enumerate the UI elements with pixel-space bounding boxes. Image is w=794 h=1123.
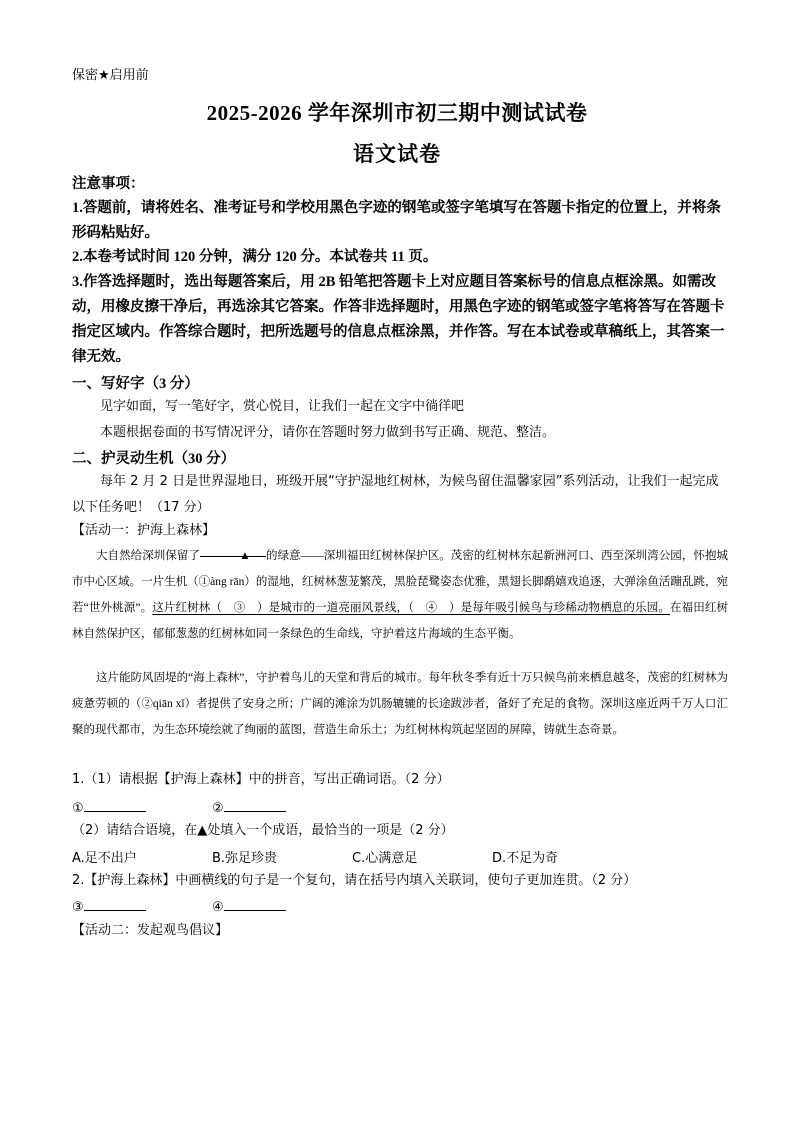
underlined-sentence: 这片红树林（ ③ ）是城市的一道亮丽风景线，（ ④ ）是每年吸引候鸟与珍稀动物栖息的乐园。	[152, 602, 670, 614]
passage-paragraph-1	[72, 543, 728, 647]
notice-item-3: 3.作答选择题时，选出每题答案后，用 2B 铅笔把答题卡上对应题目答案标号的信息点框涂黑。如需改动，用橡皮擦干净后，再选涂其它答案。作答非选择题时，用黑色字迹的钢笔或签字笔将答写在答题卡指定区域内。作答综合题时，把所选题号的信息点框涂黑，并作答。写在本试卷或草稿纸上，其答案一律无效。	[72, 274, 725, 365]
section1-heading: 一、写好字（3 分）	[72, 376, 199, 392]
question-2: 2.【护海上森林】中画横线的句子是一个复句，请在括号内填入关联词，使句子更加连贯。（2 分）	[72, 873, 637, 888]
blank-1-line[interactable]	[84, 798, 146, 812]
blank-2-line[interactable]	[224, 798, 286, 812]
options-row	[72, 847, 732, 867]
option-c[interactable]: C.心满意足	[352, 851, 418, 866]
activity1-heading: 【活动一：护海上森林】	[72, 523, 216, 538]
blank-4-line[interactable]	[224, 897, 286, 911]
passage-p1-part-c: 在福田红树林自然保护区，郁郁葱葱的红树林如同一条绿色的生命线，守护着这片海域的生态平衡。	[72, 602, 728, 640]
triangle-icon: ▲	[239, 550, 251, 562]
option-b[interactable]: B.弥足珍贵	[212, 851, 278, 866]
blank-3-line[interactable]	[84, 897, 146, 911]
blank-3-label: ③	[72, 900, 84, 915]
blank-2-label: ②	[212, 801, 224, 816]
notice-heading: 注意事项：	[72, 176, 145, 192]
question-1-2: （2）请结合语境，在▲处填入一个成语，最恰当的一项是（2 分）	[72, 823, 454, 838]
section2-heading: 二、护灵动生机（30 分）	[72, 451, 236, 467]
activity2-heading: 【活动二：发起观鸟倡议】	[72, 923, 229, 938]
idiom-blank	[200, 543, 266, 562]
answer-row-2	[72, 897, 286, 915]
blank-1-label: ①	[72, 801, 84, 816]
confidential-label: 保密★启用前	[72, 68, 149, 83]
section2-intro: 每年 2 月 2 日是世界湿地日，班级开展“守护湿地红树林，为候鸟留住温馨家园”系列活动，让我们一起完成以下任务吧！（17 分）	[72, 474, 719, 515]
passage-p1-part-b: 的绿意——深圳福田红树林保护区。茂密的红树林东起新洲河口、西至深圳湾公园，怀抱城市中心区域。一片生机（①àng rān）的湿地，红树林葱茏繁茂，黑脸琵鹭姿态优雅，黑翅长脚鹬嬉戏追逐，大弹涂鱼活蹦乱跳，宛若“世外桃源”。	[72, 550, 728, 614]
notice-item-1: 1.答题前，请将姓名、准考证号和学校用黑色字迹的钢笔或签字笔填写在答题卡指定的位置上，并将条形码粘贴好。	[72, 200, 721, 241]
answer-row-1	[72, 798, 286, 816]
section1-line2: 本题根据卷面的书写情况评分，请你在答题时努力做到书写正确、规范、整洁。	[100, 425, 556, 440]
question-1-1: 1.（1）请根据【护海上森林】中的拼音，写出正确词语。（2 分）	[72, 772, 450, 787]
option-d[interactable]: D.不足为奇	[492, 851, 559, 866]
exam-title: 2025-2026 学年深圳市初三期中测试试卷	[206, 101, 588, 125]
passage-paragraph-2: 这片能防风固堤的“海上森林”，守护着鸟儿的天堂和背后的城市。每年秋冬季有近十万只候鸟前来栖息越冬，茂密的红树林为疲惫劳顿的（②qiān xǐ）者提供了安身之所；广阔的滩涂为饥肠辘辘的长途跋涉者，备好了充足的食物。深圳这座近两千万人口汇聚的现代都市，为生态环境绘就了绚丽的蓝图，营造生命乐土；为红树林构筑起坚固的屏障，铸就生态奇景。	[72, 672, 728, 736]
option-a[interactable]: A.足不出户	[72, 851, 137, 866]
notice-item-2: 2.本卷考试时间 120 分钟，满分 120 分。本试卷共 11 页。	[72, 249, 438, 265]
section1-line1: 见字如面，写一笔好字，赏心悦目，让我们一起在文字中徜徉吧	[100, 399, 465, 414]
blank-4-label: ④	[212, 900, 224, 915]
passage-p1-part-a: 大自然给深圳保留了	[96, 550, 200, 562]
exam-subtitle: 语文试卷	[353, 142, 441, 166]
